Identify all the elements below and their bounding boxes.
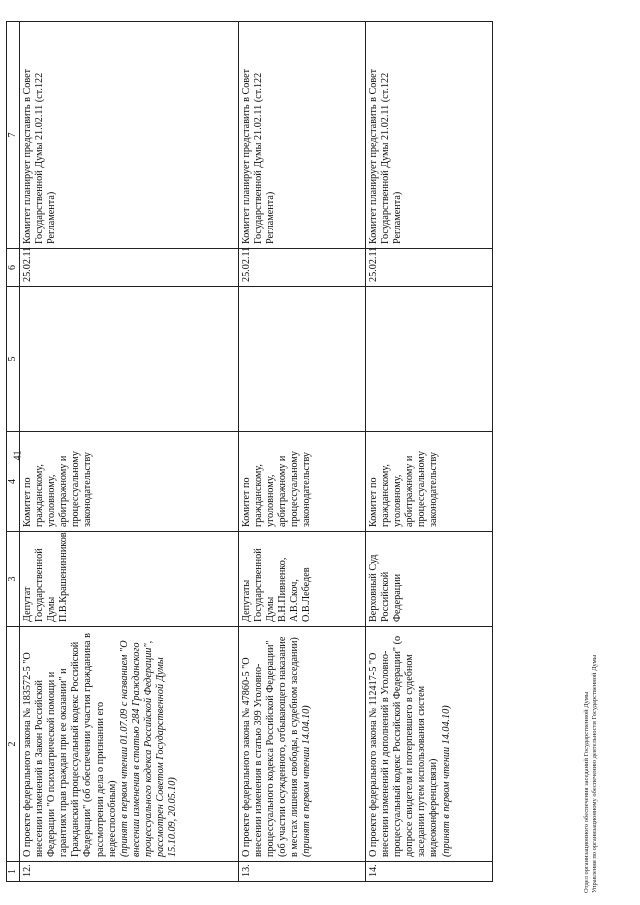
column-header: 7 xyxy=(7,22,20,249)
plan-note: Комитет планирует представить в Совет Государственной Думы 21.02.11 (ст.122 Регламента) xyxy=(366,22,493,249)
bill-title: О проекте федерального закона № 183572-5 "О внесении изменений в Закон Российской Федерации "О психиатрической помощи и гарантиях прав граждан при ее оказании" и Гражданский процессуальный кодекс Российской Федерации" (об обеспечении участия гражданина в рассмотрении дела о признании его недееспособным) xyxy=(22,633,118,857)
committee: Комитет по гражданскому, уголовному, арбитражному и процессуальному законодательству xyxy=(366,432,493,532)
table-row xyxy=(239,22,366,882)
initiator: Верховный Суд Российской Федерации xyxy=(366,532,493,627)
column-5-cell xyxy=(20,287,239,432)
bill-note: (принят в первом чтении 14.04.10) xyxy=(440,705,452,857)
column-header: 4 xyxy=(7,432,20,532)
page-footer xyxy=(583,563,599,893)
agenda-table xyxy=(6,21,493,882)
bill-title: О проекте федерального закона № 112417-5 "О внесении изменений и дополнений в Уголовно-процессуальный кодекс Российской Федерации" (о допросе свидетеля и потерпевшего в судебном заседании путем использования систем видеоконференцсвязи) xyxy=(368,635,440,857)
column-5-cell xyxy=(239,287,366,432)
committee: Комитет по гражданскому, уголовному, арбитражному и процессуальному законодательству xyxy=(239,432,366,532)
bill-description xyxy=(20,627,239,862)
date: 25.02.11 xyxy=(239,249,366,287)
column-header: 6 xyxy=(7,249,20,287)
bill-description xyxy=(366,627,493,862)
plan-note: Комитет планирует представить в Совет Государственной Думы 21.02.11 (ст.122 Регламента) xyxy=(20,22,239,249)
column-header: 1 xyxy=(7,862,20,882)
rotated-page xyxy=(6,22,594,882)
bill-title: О проекте федерального закона № 47860-5 "О внесении изменения в статью 399 Уголовно-процессуального кодекса Российской Федерации" (об участии осужденного, отбывающего наказание в местах лишения свободы, в судебном заседании) xyxy=(241,636,301,857)
committee: Комитет по гражданскому, уголовному, арбитражному и процессуальному законодательству xyxy=(20,432,239,532)
bill-note: (принят в первом чтении 01.07.09 с названием "О внесении изменения в статью 284 Гражданского процессуального кодекса Российской Федерации", рассмотрен Советом Государственной Думы 15.10.09, 20.05.10) xyxy=(118,640,179,857)
column-header: 2 xyxy=(7,627,20,862)
column-header: 3 xyxy=(7,532,20,627)
date: 25.02.11 xyxy=(366,249,493,287)
initiator: Депутаты Государственной Думы В.Н.Пивненко, А.В.Скоч, О.В.Лебедев xyxy=(239,532,366,627)
plan-note: Комитет планирует представить в Совет Государственной Думы 21.02.11 (ст.122 Регламента) xyxy=(239,22,366,249)
initiator: Депутат Государственной Думы П.В.Крашенинников xyxy=(20,532,239,627)
date: 25.02.11 xyxy=(20,249,239,287)
column-5-cell xyxy=(366,287,493,432)
row-number: 14. xyxy=(366,862,493,882)
footer-line: Отдел организационного обеспечения заседаний Государственной Думы xyxy=(583,691,590,893)
page-number: 41 xyxy=(12,450,24,461)
table-header-row xyxy=(7,22,20,882)
table-row xyxy=(20,22,239,882)
bill-description xyxy=(239,627,366,862)
column-header: 5 xyxy=(7,287,20,432)
table-row xyxy=(366,22,493,882)
bill-note: (принят в первом чтении 14.04.10) xyxy=(301,705,313,857)
row-number: 13. xyxy=(239,862,366,882)
row-number: 12. xyxy=(20,862,239,882)
footer-line: Управления по организационному обеспечению деятельности Государственной Думы xyxy=(591,654,598,893)
